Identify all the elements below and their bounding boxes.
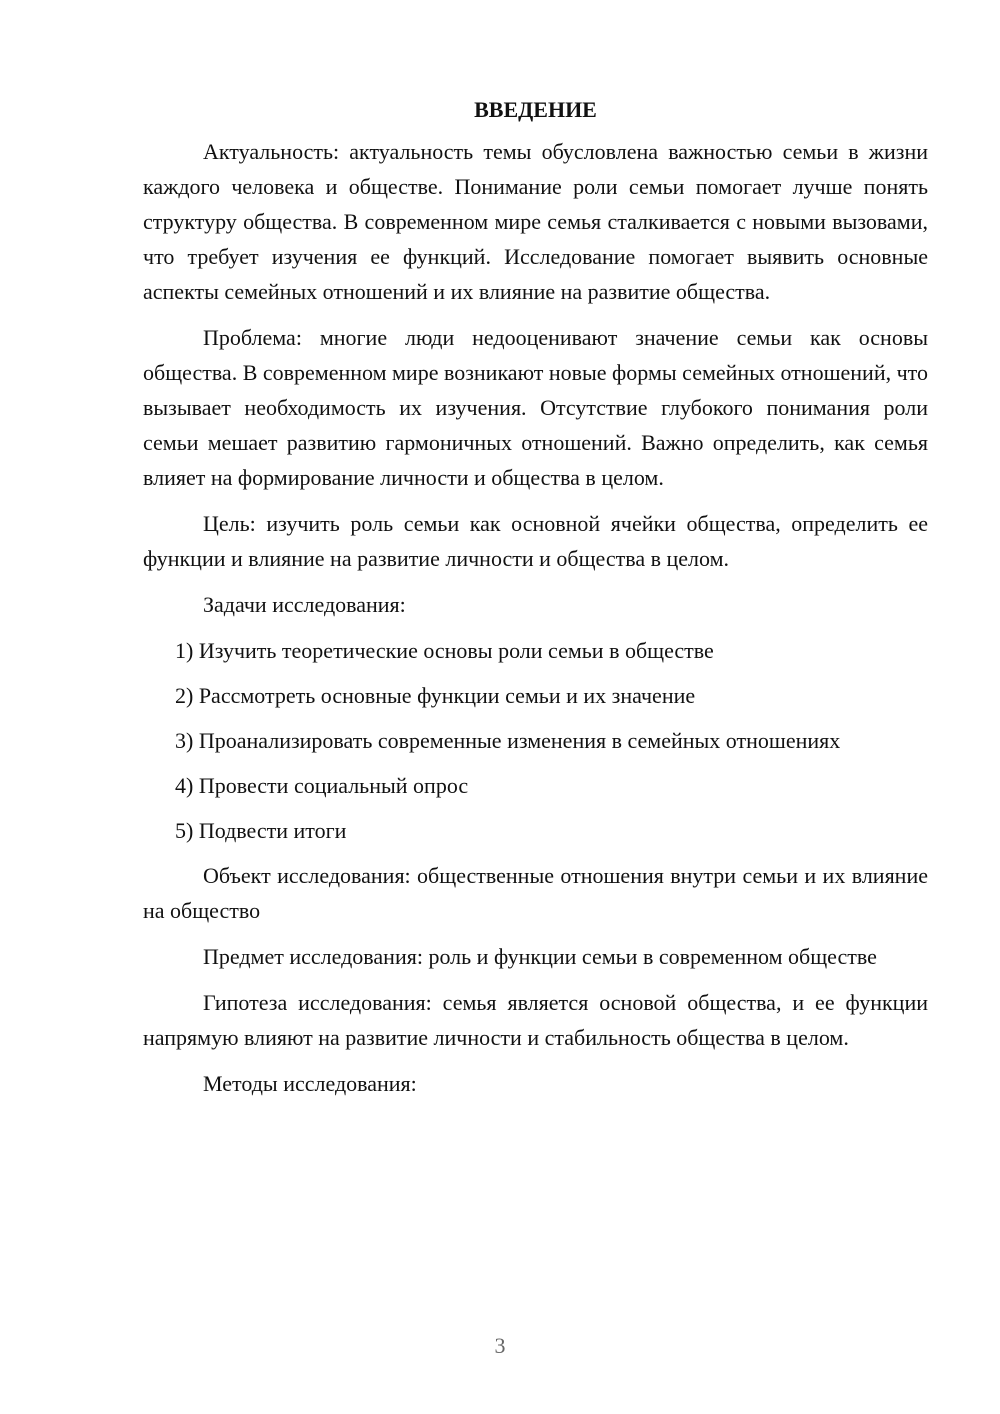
list-item: 5) Подвести итоги	[175, 818, 347, 843]
tasks-list	[143, 633, 928, 848]
problem-paragraph: Проблема: многие люди недооценивают значение семьи как основы общества. В современном мире возникают новые формы семейных отношений, что вызывает необходимость их изучения. Отсутствие глубокого понимания роли семьи мешает развитию гармоничных отношений. Важно определить, как семья влияет на формирование личности и общества в целом.	[143, 325, 928, 490]
section-title: ВВЕДЕНИЕ	[474, 97, 597, 122]
object-paragraph: Объект исследования: общественные отношения внутри семьи и их влияние на общество	[143, 863, 928, 923]
tasks-heading: Задачи исследования:	[203, 592, 406, 617]
goal-paragraph: Цель: изучить роль семьи как основной ячейки общества, определить ее функции и влияние на развитие личности и общества в целом.	[143, 511, 928, 571]
page-content	[143, 92, 928, 1112]
list-item: 1) Изучить теоретические основы роли семьи в обществе	[175, 638, 714, 663]
list-item: 3) Проанализировать современные изменения в семейных отношениях	[175, 728, 841, 753]
page-number: 3	[494, 1333, 506, 1358]
hypothesis-paragraph: Гипотеза исследования: семья является основой общества, и ее функции напрямую влияют на развитие личности и стабильность общества в целом.	[143, 990, 928, 1050]
subject-paragraph: Предмет исследования: роль и функции семьи в современном обществе	[203, 944, 877, 969]
list-item: 2) Рассмотреть основные функции семьи и их значение	[175, 683, 696, 708]
list-item: 4) Провести социальный опрос	[175, 773, 469, 798]
relevance-paragraph: Актуальность: актуальность темы обусловлена важностью семьи в жизни каждого человека и обществе. Понимание роли семьи помогает лучше понять структуру общества. В современном мире семья сталкивается с новыми вызовами, что требует изучения ее функций. Исследование помогает выявить основные аспекты семейных отношений и их влияние на развитие общества.	[143, 139, 928, 304]
methods-heading: Методы исследования:	[203, 1071, 417, 1096]
